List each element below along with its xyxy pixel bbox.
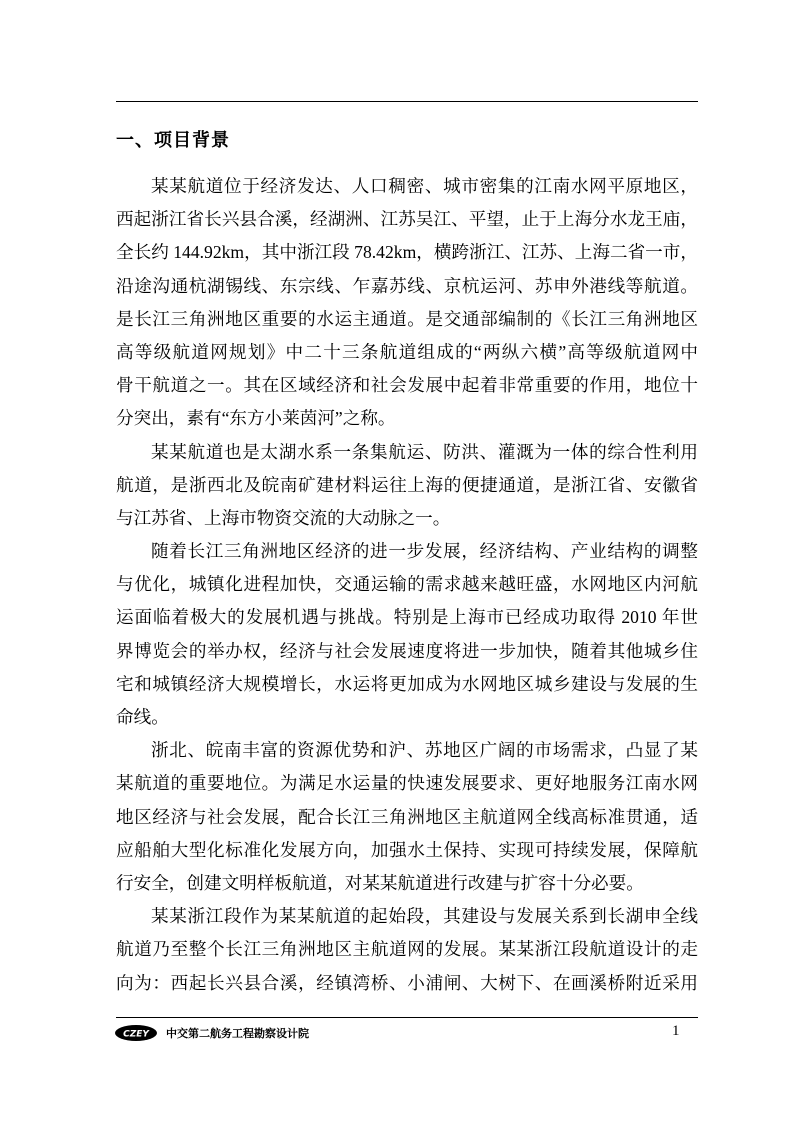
paragraph-line: 骨干航道之一。其在区域经济和社会发展中起着非常重要的作用，地位十 <box>116 375 698 396</box>
paragraph-line: 某某航道也是太湖水系一条集航运、防洪、灌溉为一体的综合性利用 <box>151 441 698 462</box>
paragraph-line: 界博览会的举办权，经济与社会发展速度将进一步加快，随着其他城乡住 <box>116 640 698 661</box>
paragraph-line: 某航道的重要地位。为满足水运量的快速发展要求、更好地服务江南水网 <box>116 773 698 794</box>
paragraph-line: 地区经济与社会发展，配合长江三角洲地区主航道网全线高标准贯通，适 <box>116 806 698 827</box>
paragraph-line: 向为：西起长兴县合溪，经镇湾桥、小浦闸、大树下、在画溪桥附近采用 <box>116 972 698 993</box>
paragraph-line: 运面临着极大的发展机遇与挑战。特别是上海市已经成功取得 2010 年世 <box>116 607 698 628</box>
page-number: 1 <box>672 1023 680 1039</box>
footer-organization: 中交第二航务工程勘察设计院 <box>166 1027 309 1040</box>
paragraph-line: 随着长江三角洲地区经济的进一步发展，经济结构、产业结构的调整 <box>151 541 698 562</box>
paragraph-line: 西起浙江省长兴县合溪，经湖洲、江苏吴江、平望，止于上海分水龙王庙， <box>116 209 698 230</box>
paragraph-line: 航道，是浙西北及皖南矿建材料运往上海的便捷通道，是浙江省、安徽省 <box>116 474 698 495</box>
document-body <box>116 170 698 1000</box>
header-rule <box>116 101 698 102</box>
paragraph-line: 全长约 144.92km，其中浙江段 78.42km，横跨浙江、江苏、上海二省一市， <box>116 242 698 263</box>
company-logo-icon <box>114 1024 158 1042</box>
paragraph <box>116 734 698 900</box>
paragraph <box>116 535 698 734</box>
paragraph <box>116 436 698 536</box>
paragraph-line: 高等级航道网规划》中二十三条航道组成的“两纵六横”高等级航道网中 <box>116 341 698 362</box>
paragraph-line: 分突出，素有“东方小莱茵河”之称。 <box>116 408 396 429</box>
paragraph-line: 与优化，城镇化进程加快，交通运输的需求越来越旺盛，水网地区内河航 <box>116 574 698 595</box>
paragraph-line: 是长江三角洲地区重要的水运主通道。是交通部编制的《长江三角洲地区 <box>116 308 698 329</box>
paragraph-line: 与江苏省、上海市物资交流的大动脉之一。 <box>116 507 451 528</box>
paragraph <box>116 900 698 1000</box>
paragraph-line: 沿途沟通杭湖锡线、东宗线、乍嘉苏线、京杭运河、苏申外港线等航道。 <box>116 275 698 296</box>
paragraph-line: 应船舶大型化标准化发展方向，加强水土保持、实现可持续发展，保障航 <box>116 839 698 860</box>
svg-text:CZEY: CZEY <box>123 1029 149 1040</box>
paragraph-line: 某某航道位于经济发达、人口稠密、城市密集的江南水网平原地区， <box>151 176 698 196</box>
paragraph <box>116 170 698 436</box>
footer-rule <box>116 1017 698 1018</box>
paragraph-line: 行安全，创建文明样板航道，对某某航道进行改建与扩容十分必要。 <box>116 872 644 893</box>
paragraph-line: 航道乃至整个长江三角洲地区主航道网的发展。某某浙江段航道设计的走 <box>116 939 698 960</box>
paragraph-line: 浙北、皖南丰富的资源优势和沪、苏地区广阔的市场需求，凸显了某 <box>151 740 698 761</box>
paragraph-line: 命线。 <box>116 707 169 727</box>
paragraph-line: 某某浙江段作为某某航道的起始段，其建设与发展关系到长湖申全线 <box>151 906 698 927</box>
section-heading: 一、项目背景 <box>116 130 230 151</box>
paragraph-line: 宅和城镇经济大规模增长，水运将更加成为水网地区城乡建设与发展的生 <box>116 673 698 694</box>
